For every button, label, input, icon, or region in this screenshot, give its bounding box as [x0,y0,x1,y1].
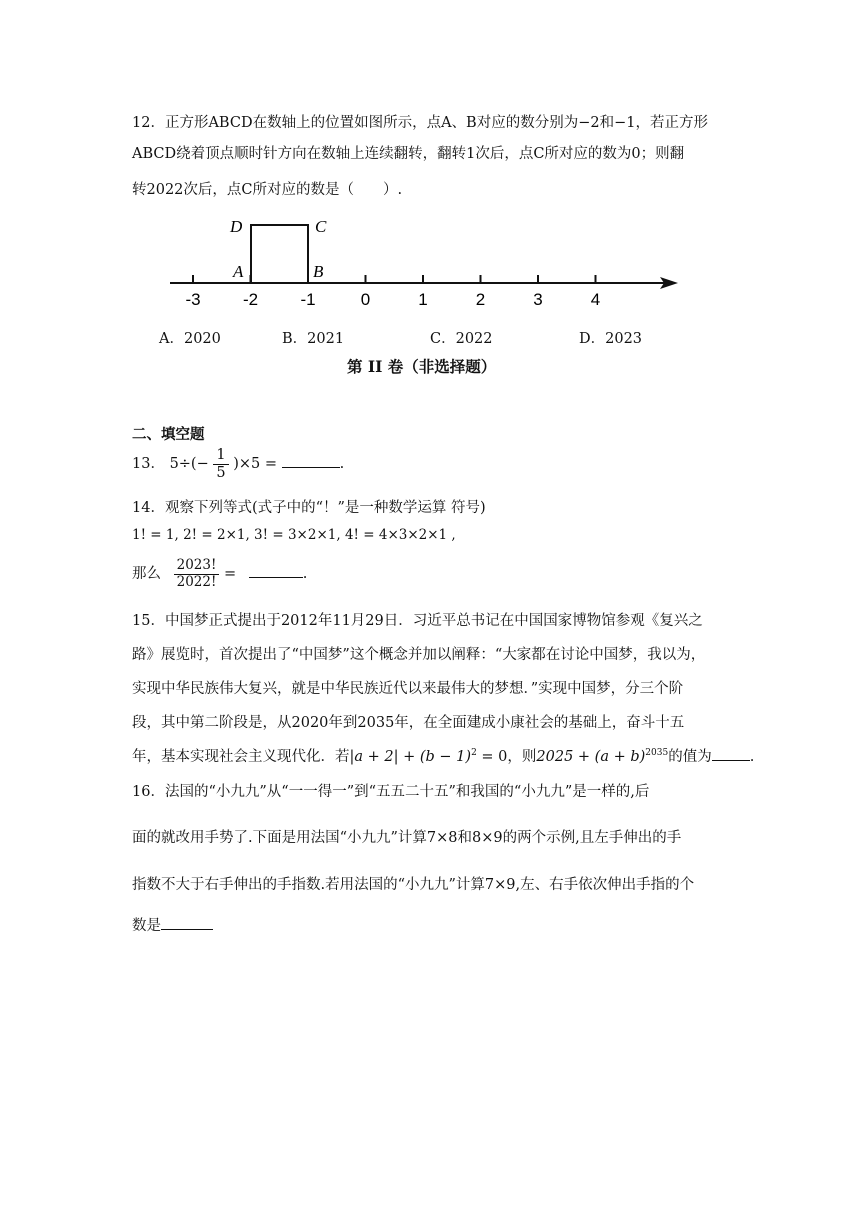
q14-line-2: 1! = 1, 2! = 2×1, 3! = 3×2×1, 4! = 4×3×2×1 , [132,527,456,543]
q16-line-2: 面的就改用手势了.下面是用法国“小九九”计算7×8和8×9的两个示例,且左手伸出的手 [132,830,682,846]
q13-line [132,447,344,481]
q14-line-3 [132,558,307,590]
q16-line-3: 指数不大于右手伸出的手指数.若用法国的“小九九”计算7×9,左、右手依次伸出手指的个 [132,877,695,893]
number-line-tick-label: 4 [590,290,601,309]
q12-line-1: 12．正方形ABCD在数轴上的位置如图所示，点A、B对应的数分别为−2和−1，若正方形 [132,115,708,131]
q14-answer-blank[interactable] [249,577,303,578]
q15-line-1: 15．中国梦正式提出于2012年11月29日．习近平总书记在中国国家博物馆参观《复兴之 [132,613,703,629]
q12-option-c[interactable]: C．2022 [430,331,493,347]
number-line-tick-label: -2 [242,290,259,309]
vertex-b-label: B [313,262,324,281]
q15-line-3: 实现中华民族伟大复兴，就是中华民族近代以来最伟大的梦想．”实现中国梦，分三个阶 [132,681,684,697]
q13-prefix: 13． [132,456,165,473]
number-line-tick-label: 2 [475,290,486,309]
q13-expr-right: )×5 = [233,456,277,473]
q14-line-1: 14．观察下列等式(式子中的“！”是一种数学运算 符号) [132,500,486,516]
q15-line-2: 路》展览时，首次提出了“中国梦”这个概念并加以阐释：“大家都在讨论中国梦，我以为， [132,647,706,663]
q14-frac-num: 2023! [174,558,220,575]
number-line-tick-label: 1 [418,290,428,309]
number-line-figure [160,205,690,315]
q13-end: . [339,456,345,473]
q15-power-exponent: 2035 [645,748,669,759]
vertex-a-label: A [233,262,244,281]
section-title: 第 II 卷（非选择题） [347,357,497,376]
q15-answer-blank[interactable] [712,760,750,761]
q15-condition: |a + 2| + (b − 1) [349,749,472,765]
q12-option-a[interactable]: A．2020 [159,331,221,347]
q13-answer-blank[interactable] [282,467,340,468]
q15-value-label: 的值为 [668,749,712,765]
q16-line4-text: 数是 [132,918,161,934]
q12-option-b[interactable]: B．2021 [282,331,345,347]
number-line-tick-label: -3 [185,290,201,309]
q13-frac-den: 5 [216,464,226,481]
number-line-tick-label: -1 [300,290,316,309]
q14-end: . [302,566,308,583]
q15-square-exponent: 2 [471,748,477,759]
number-line-tick-label: 3 [533,290,543,309]
number-line-tick-label: 0 [360,290,371,309]
q15-line5-text: 年，基本实现社会主义现代化．若 [132,749,350,765]
q14-fraction [174,558,220,590]
q15-line-5 [132,745,754,766]
q13-expr-left: 5÷(− [169,456,209,473]
q15-end: . [749,749,755,765]
q16-answer-blank[interactable] [161,929,213,930]
q12-line-2: ABCD绕着顶点顺时针方向在数轴上连续翻转，翻转1次后，点C所对应的数为0；则翻 [132,146,685,162]
q13-fraction [213,447,228,481]
q14-equals: = [224,566,237,583]
q12-option-d[interactable]: D．2023 [579,331,643,347]
q14-prefix: 那么 [132,566,161,583]
square-abcd [251,225,308,283]
q15-condition-tail: = 0，则 [476,749,537,765]
vertex-d-label: D [230,217,243,236]
q12-line-3: 转2022次后，点C所对应的数是（ ）. [132,182,403,198]
q16-line-1: 16．法国的“小九九”从“一一得一”到“五五二十五”和我国的“小九九”是一样的,后 [132,784,650,800]
q15-line-4: 段，其中第二阶段是，从2020年到2035年，在全面建成小康社会的基础上，奋斗十五 [132,715,685,731]
vertex-c-label: C [315,217,327,236]
q16-line-4 [132,914,213,935]
q15-expression: 2025 + (a + b) [536,749,646,765]
q13-frac-num: 1 [213,447,228,465]
part2-heading: 二、填空题 [132,426,205,443]
q14-frac-den: 2022! [176,573,217,590]
